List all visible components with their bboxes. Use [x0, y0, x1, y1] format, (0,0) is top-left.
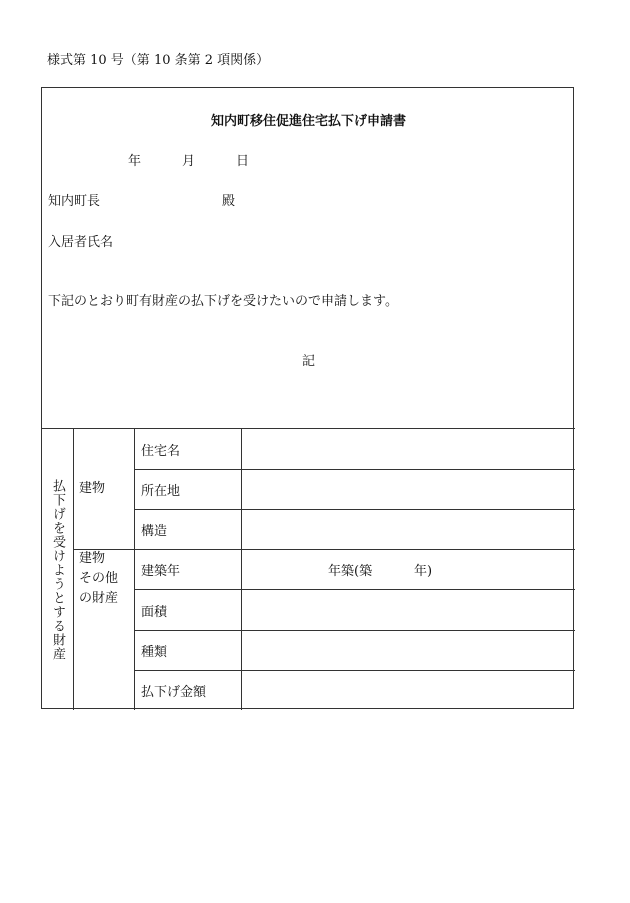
- build-year-text: 年築(築: [328, 564, 373, 579]
- property-side-label: [42, 429, 73, 710]
- form-number: 様式第 10 号（第 10 条第 2 項関係）: [47, 53, 270, 68]
- category-other-line3: の財産: [79, 591, 119, 606]
- field-value-sale-price[interactable]: [242, 671, 575, 710]
- field-value-housing-name[interactable]: [242, 429, 575, 469]
- field-label-housing-name: 住宅名: [141, 444, 181, 459]
- document-title: 知内町移住促進住宅払下げ申請書: [210, 114, 406, 129]
- field-value-location[interactable]: [242, 470, 575, 509]
- request-statement: 下記のとおり町有財産の払下げを受けたいので申請します。: [48, 294, 398, 309]
- category-other-line2: その他: [79, 571, 119, 586]
- category-building: 建物: [79, 481, 106, 496]
- category-other-line1: 建物: [79, 551, 106, 566]
- application-form: [41, 87, 574, 709]
- property-table: [42, 428, 575, 710]
- field-value-build-year[interactable]: [242, 550, 575, 589]
- date-year-label: 年: [128, 154, 142, 169]
- resident-name-label: 入居者氏名: [48, 235, 114, 250]
- field-label-location: 所在地: [141, 484, 181, 499]
- field-label-build-year: 建築年: [141, 564, 181, 579]
- field-value-area[interactable]: [242, 590, 575, 630]
- table-divider: [134, 429, 135, 710]
- field-label-sale-price: 払下げ金額: [141, 685, 207, 700]
- date-month-label: 月: [182, 154, 196, 169]
- ki-heading: 記: [301, 354, 315, 369]
- build-year-suffix: 年): [414, 564, 433, 579]
- field-label-type: 種類: [141, 645, 168, 660]
- table-divider: [73, 429, 74, 710]
- field-value-structure[interactable]: [242, 510, 575, 549]
- honorific: 殿: [222, 194, 236, 209]
- property-side-label-text: 払下げを受けようとする財産: [50, 478, 65, 661]
- field-label-structure: 構造: [141, 524, 168, 539]
- addressee: 知内町長: [48, 194, 101, 209]
- field-label-area: 面積: [141, 605, 168, 620]
- date-day-label: 日: [236, 154, 250, 169]
- category-building-other: [79, 549, 118, 609]
- field-value-type[interactable]: [242, 631, 575, 670]
